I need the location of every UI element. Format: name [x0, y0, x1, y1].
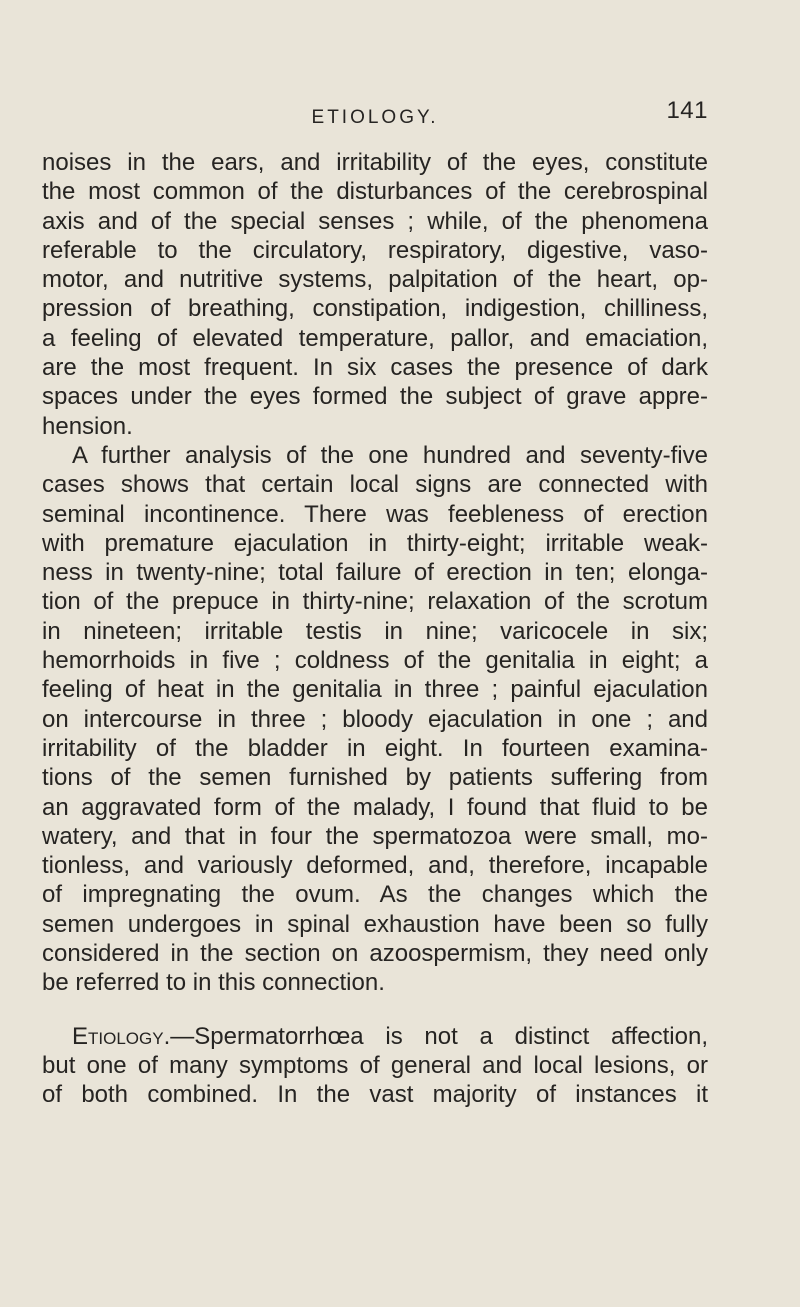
text-line: referable to the circulatory, respiratory, digestive, vaso- [42, 236, 708, 264]
text-line: irritability of the bladder in eight. In fourteen examina- [42, 734, 708, 762]
text-line: pression of breathing, constipation, indigestion, chilliness, [42, 295, 708, 323]
text-line: watery, and that in four the spermatozoa were small, mo- [42, 822, 708, 850]
page-number: 141 [666, 97, 708, 124]
body-text [42, 148, 708, 1110]
text-line: but one of many symptoms of general and local lesions, or [42, 1051, 708, 1079]
text-line: seminal incontinence. There was feebleness of erection [42, 500, 708, 528]
paragraph-gap [42, 998, 708, 1022]
text-line: A further analysis of the one hundred and seventy-five [72, 441, 708, 469]
text-line: feeling of heat in the genitalia in three ; painful ejaculation [42, 676, 708, 704]
text-line: with premature ejaculation in thirty-eight; irritable weak- [42, 529, 708, 557]
text-line: are the most frequent. In six cases the presence of dark [42, 354, 708, 382]
text-line: tion of the prepuce in thirty-nine; relaxation of the scrotum [42, 588, 708, 616]
text-line: of impregnating the ovum. As the changes which the [42, 881, 708, 909]
paragraph-1 [42, 148, 708, 441]
text-line: spaces under the eyes formed the subject of grave appre- [42, 383, 708, 411]
text-line: considered in the section on azoospermism, they need only [42, 940, 708, 968]
text-line: in nineteen; irritable testis in nine; varicocele in six; [42, 617, 708, 645]
paragraph-2 [42, 441, 708, 998]
text-line: semen undergoes in spinal exhaustion have been so fully [42, 910, 708, 938]
text-line: hemorrhoids in five ; coldness of the genitalia in eight; a [42, 647, 708, 675]
text-line: motor, and nutritive systems, palpitation of the heart, op- [42, 266, 708, 294]
text-line: a feeling of elevated temperature, pallor, and emaciation, [42, 324, 708, 352]
text-line [42, 1022, 708, 1051]
section-lead-in: Etiology. [72, 1022, 171, 1050]
text-line: on intercourse in three ; bloody ejaculation in one ; and [42, 705, 708, 733]
text-line: the most common of the disturbances of the cerebrospinal [42, 178, 708, 206]
text-line: ness in twenty-nine; total failure of erection in ten; elonga- [42, 559, 708, 587]
text-line: hension. [42, 412, 133, 440]
text-line: of both combined. In the vast majority of instances it [42, 1081, 708, 1109]
running-head [42, 97, 708, 127]
text-line: tions of the semen furnished by patients suffering from [42, 764, 708, 792]
text-line-rest: —Spermatorrhœa is not a distinct affection, [170, 1022, 708, 1050]
running-title: ETIOLOGY. [311, 107, 439, 128]
text-line: axis and of the special senses ; while, of the phenomena [42, 207, 708, 235]
text-line: noises in the ears, and irritability of the eyes, constitute [42, 149, 708, 176]
paragraph-3 [42, 1022, 708, 1110]
text-line: tionless, and variously deformed, and, therefore, incapable [42, 852, 708, 880]
text-line: an aggravated form of the malady, I found that fluid to be [42, 793, 708, 821]
text-line: be referred to in this connection. [42, 969, 385, 997]
text-line: cases shows that certain local signs are connected with [42, 471, 708, 499]
